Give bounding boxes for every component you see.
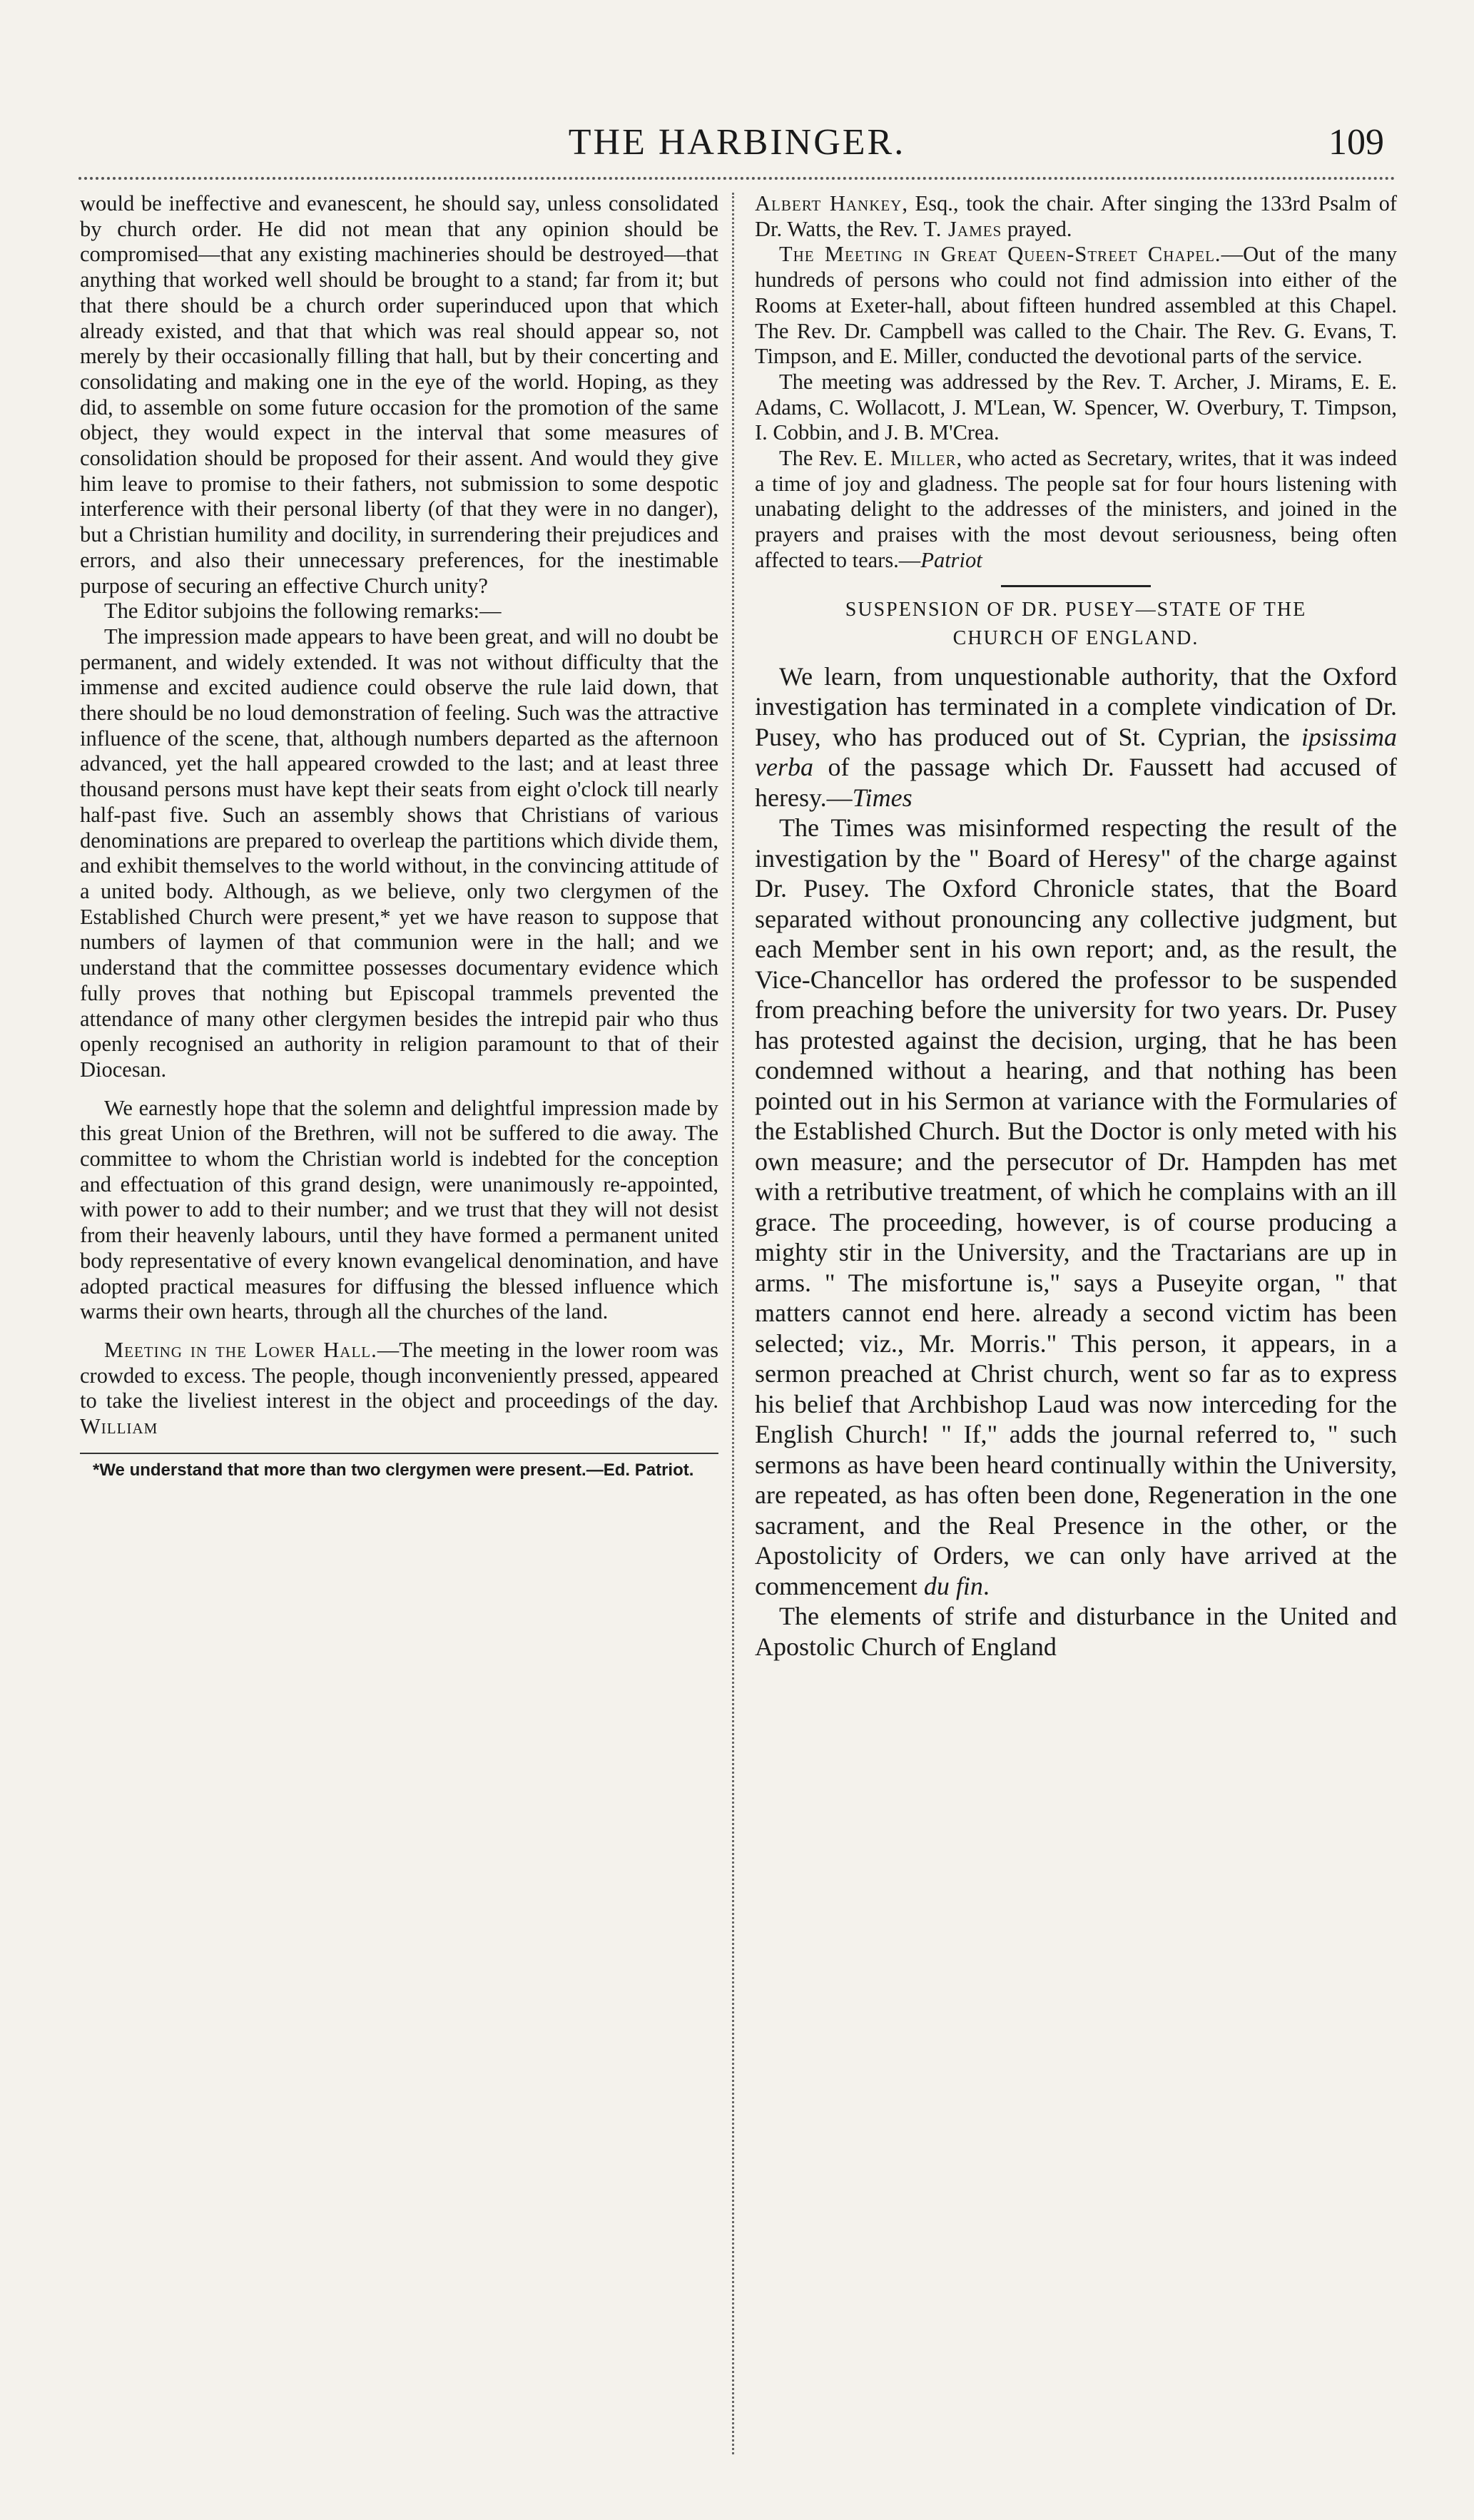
article-separator bbox=[1001, 585, 1151, 587]
times-latin: du fin bbox=[923, 1571, 983, 1600]
editor-remarks-intro: The Editor subjoins the following remarks:— bbox=[104, 599, 502, 624]
article-heading-line-2: CHURCH OF ENGLAND. bbox=[952, 626, 1199, 649]
paragraph-gap bbox=[80, 1083, 718, 1096]
header-rule bbox=[78, 177, 1396, 180]
secretary-name: E. Miller bbox=[863, 446, 957, 471]
secretary-paragraph bbox=[755, 446, 1397, 574]
paragraph-gap bbox=[80, 1325, 718, 1338]
queen-street-lead: The Meeting in Great Queen-Street Chapel. bbox=[779, 242, 1221, 267]
column-gutter-rule bbox=[732, 193, 744, 2454]
secretary-body: , who acted as Secretary, writes, that it was indeed a time of joy and gladness. The people sat for four hours listening with unabating delight to the addresses of the ministers, and joined in the prayers and praises with the most devout seriousness, being often affected to tears.— bbox=[755, 446, 1398, 572]
secretary-source: Patriot bbox=[920, 547, 982, 572]
right-column bbox=[755, 191, 1397, 1662]
pusey-latin: ipsissima verba bbox=[755, 722, 1397, 782]
lower-hall-paragraph bbox=[80, 1338, 718, 1440]
times-misinformed-paragraph bbox=[755, 813, 1397, 1601]
left-paragraph-1: would be ineffective and evanescent, he should say, unless consolidated by church order. He did not mean that any opinion should be compromised—that any existing machineries should be destroyed—that anything that worked well should be brought to a stand; far from it; but that there should be a church order superinduced upon that which already existed, and that that which was real should appear so, not merely by their occasionally filling that hall, but by their concerting and consolidating and making one in the eye of the world. Hoping, as they did, to assemble on some future occasion for the promotion of the same object, they would expect in the interval that some measures of consolidation should be proposed for their assent. And would they give him leave to promise to their fathers, not submission to some despotic interference with their personal liberty (of that they were in no danger), but a Christian humility and docility, in surrendering their prejudices and errors, and also their unnecessary preferences, for the inestimable purpose of securing an effective Church unity? bbox=[80, 191, 718, 598]
pusey-text-b: of the passage which Dr. Faussett had accused of heresy.— bbox=[755, 753, 1397, 812]
page-number: 109 bbox=[1328, 122, 1384, 163]
pusey-vindication-paragraph bbox=[755, 661, 1397, 813]
pusey-source: Times bbox=[852, 783, 913, 812]
chairman-first-name: William bbox=[80, 1414, 158, 1439]
secretary-start: The Rev. bbox=[779, 446, 864, 471]
lower-hall-body: —The meeting in the lower room was crowded to excess. The people, though inconveniently pressed, appeared to take the liveliest interest in the object and proceedings of the day. bbox=[80, 1337, 718, 1413]
chair-paragraph bbox=[755, 191, 1397, 242]
queen-street-body: —Out of the many hundreds of persons who could not find admission into either of the Rooms at Exeter-hall, about fifteen hundred assembled at this Chapel. The Rev. Dr. Campbell was called to the Chair. The Rev. G. Evans, T. Timpson, and E. Miller, conducted the devotional parts of the service. bbox=[755, 242, 1397, 369]
queen-street-paragraph bbox=[755, 242, 1397, 370]
times-text: The Times was misinformed respecting the result of the investigation by the " Board of Heresy" of the charge against Dr. Pusey. The Oxford Chronicle states, that the Board separated without pronouncing any collective judgment, but each Member sent in his own report; and, as the result, the Vice-Chancellor has ordered the professor to be suspended from preaching before the university for two years. Dr. Pusey has protested against the decision, urging, that he has been condemned without a hearing, and that nothing has been pointed out in his Sermon at variance with the Formularies of the Established Church. But the Doctor is only meted with his own measure; and the persecutor of Dr. Hampden has met with a retributive treatment, of which he complains with an ill grace. The proceeding, however, is of course producing a mighty stir in the University, and the Tractarians are up in arms. " The misfortune is," says a Puseyite organ, " that matters cannot end here. already a second victim has been selected; viz., Mr. Morris." This person, it appears, in a sermon preached at Christ church, went so far as to express his belief that Archbishop Laud was now interceding for the English Church! " If," adds the journal referred to, " such sermons as have been heard continually within the University, are repeated, as has often been done, Regeneration in the one sacrament, and the Real Presence in the other, or the Apostolicity of Orders, we can only have arrived at the commencement bbox=[755, 813, 1397, 1600]
remarks-text-a: The impression made appears to have been great, and will no doubt be permanent, and widely extended. It was not without difficulty that the immense and excited audience could observe the rule laid down, that there should be no loud demonstration of feeling. Such was the attractive influence of the scene, that, although numbers departed as the afternoon advanced, yet the hall appeared crowded to the last; and at least three thousand persons must have kept their seats from eight o'clock till nearly half-past five. Such an assembly shows that Christians of various denominations are prepared to overleap the partitions which divide them, and exhibit themselves to the world without, in the convincing attitude of a united body. Although, as we believe, only two clergymen of the Established Church were present, bbox=[80, 624, 718, 929]
strife-paragraph: The elements of strife and disturbance in the United and Apostolic Church of England bbox=[755, 1602, 1397, 1661]
chairman-name: Albert Hankey bbox=[755, 191, 903, 215]
article-heading-line-1: SUSPENSION OF DR. PUSEY—STATE OF THE bbox=[845, 598, 1307, 621]
running-title: THE HARBINGER. bbox=[568, 122, 906, 163]
chair-end: prayed. bbox=[1002, 216, 1072, 241]
chair-text: , Esq., took the chair. After singing the 133rd Psalm of Dr. Watts, the Rev. bbox=[755, 191, 1397, 241]
article-heading bbox=[755, 596, 1397, 653]
left-column bbox=[80, 191, 718, 1481]
page-header bbox=[0, 121, 1474, 178]
remarks-text-b: yet we have reason to suppose that numbers of laymen of that communion were in the hall; and we understand that the committee possesses documentary evidence which fully proves that nothing but Episcopal trammels prevented the attendance of many other clergymen besides the intrepid pair who thus openly recognised an authority in religion paramount to that of their Diocesan. bbox=[80, 904, 718, 1082]
lower-hall-lead: Meeting in the Lower Hall. bbox=[104, 1337, 377, 1362]
prayer-minister-name: T. James bbox=[923, 216, 1002, 241]
footnote: *We understand that more than two clergymen were present.—Ed. Patriot. bbox=[93, 1460, 694, 1480]
times-end: . bbox=[982, 1571, 990, 1600]
editor-remarks-paragraph bbox=[80, 624, 718, 1083]
footnote-rule bbox=[80, 1453, 718, 1454]
union-hope-paragraph: We earnestly hope that the solemn and delightful impression made by this great Union of the Brethren, will not be suffered to die away. The committee to whom the Christian world is indebted for the conception and effectuation of this grand design, were unanimously re-appointed, with power to add to their number; and we trust that they will not desist from their heavenly labours, until they have formed a permanent united body representative of every known evangelical denomination, and have adopted practical measures for diffusing the blessed influence which warms their own hearts, through all the churches of the land. bbox=[80, 1095, 718, 1324]
speakers-paragraph: The meeting was addressed by the Rev. T. Archer, J. Mirams, E. E. Adams, C. Wollacott, J. M'Lean, W. Spencer, W. Overbury, T. Timpson, I. Cobbin, and J. B. M'Crea. bbox=[755, 369, 1397, 445]
pusey-text-a: We learn, from unquestionable authority, that the Oxford investigation has terminated in a complete vindication of Dr. Pusey, who has produced out of St. Cyprian, the bbox=[755, 661, 1397, 751]
footnote-mark: * bbox=[380, 904, 391, 929]
